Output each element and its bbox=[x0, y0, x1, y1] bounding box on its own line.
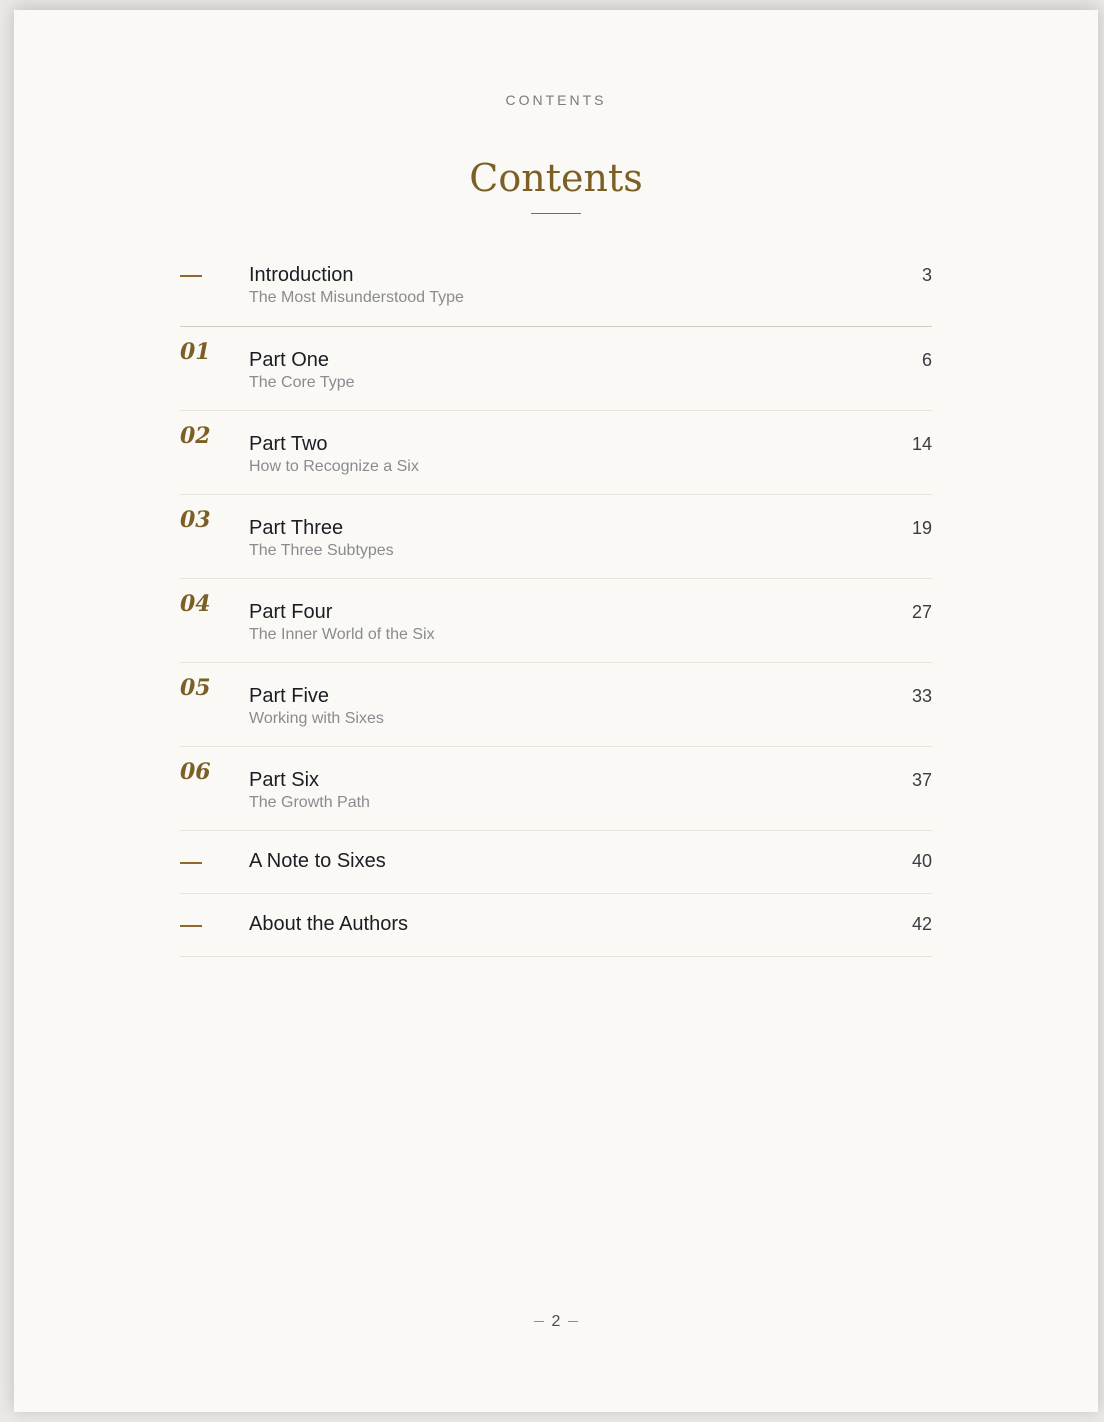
toc-entry-page: 14 bbox=[911, 434, 932, 454]
page-number-value: 2 bbox=[551, 1313, 561, 1330]
page-title: Contents bbox=[469, 156, 643, 200]
toc-entry-title: Introduction bbox=[249, 264, 354, 286]
toc-entry-title: About the Authors bbox=[249, 913, 409, 935]
toc-entry-about-the-authors[interactable] bbox=[180, 894, 932, 957]
toc-entry-page: 42 bbox=[911, 914, 932, 934]
toc-entry-title: Part Three bbox=[249, 517, 344, 539]
toc-entry-page: 37 bbox=[911, 770, 932, 790]
toc-entry-number: 05 bbox=[180, 675, 211, 701]
toc-entry-subtitle: The Three Subtypes bbox=[249, 542, 394, 559]
toc-entry-subtitle: The Most Misunderstood Type bbox=[249, 289, 464, 306]
document-page bbox=[14, 10, 1098, 1412]
toc-entry-page: 40 bbox=[911, 851, 932, 871]
toc-entry-title: Part Six bbox=[249, 769, 320, 791]
toc-entry-subtitle: The Inner World of the Six bbox=[249, 626, 435, 643]
toc-entry-part-four[interactable] bbox=[180, 579, 932, 663]
dash-right-icon bbox=[568, 1321, 578, 1322]
toc-entry-page: 19 bbox=[911, 518, 932, 538]
toc-entry-title: A Note to Sixes bbox=[249, 850, 386, 872]
toc-entry-subtitle: Working with Sixes bbox=[249, 710, 384, 727]
toc-entry-number: 03 bbox=[180, 507, 211, 533]
toc-entry-number: 04 bbox=[180, 591, 211, 617]
toc-entry-part-one[interactable] bbox=[180, 327, 932, 411]
toc-entry-page: 33 bbox=[911, 686, 932, 706]
running-head: CONTENTS bbox=[505, 92, 607, 108]
toc-entry-title: Part Two bbox=[249, 433, 328, 455]
toc-entry-number: 02 bbox=[180, 423, 211, 449]
toc-entry-title: Part One bbox=[249, 349, 330, 371]
toc-entry-title: Part Four bbox=[249, 601, 333, 623]
dash-marker-icon bbox=[180, 275, 202, 277]
toc-entry-subtitle: How to Recognize a Six bbox=[249, 458, 419, 475]
toc-entry-note-to-sixes[interactable] bbox=[180, 831, 932, 894]
toc-entry-part-two[interactable] bbox=[180, 411, 932, 495]
toc-entry-page: 3 bbox=[921, 265, 932, 285]
table-of-contents bbox=[180, 242, 932, 957]
dash-left-icon bbox=[534, 1321, 544, 1322]
toc-entry-subtitle: The Core Type bbox=[249, 374, 355, 391]
dash-marker-icon bbox=[180, 862, 202, 864]
toc-entry-introduction[interactable] bbox=[180, 242, 932, 327]
dash-marker-icon bbox=[180, 925, 202, 927]
toc-entry-number: 06 bbox=[180, 759, 211, 785]
toc-entry-title: Part Five bbox=[249, 685, 330, 707]
toc-entry-part-five[interactable] bbox=[180, 663, 932, 747]
toc-entry-part-three[interactable] bbox=[180, 495, 932, 579]
toc-entry-number: 01 bbox=[180, 339, 211, 365]
toc-entry-part-six[interactable] bbox=[180, 747, 932, 831]
toc-entry-page: 6 bbox=[921, 350, 932, 370]
toc-entry-page: 27 bbox=[911, 602, 932, 622]
page-number bbox=[14, 1313, 1098, 1331]
title-underline bbox=[531, 213, 581, 214]
toc-entry-subtitle: The Growth Path bbox=[249, 794, 370, 811]
